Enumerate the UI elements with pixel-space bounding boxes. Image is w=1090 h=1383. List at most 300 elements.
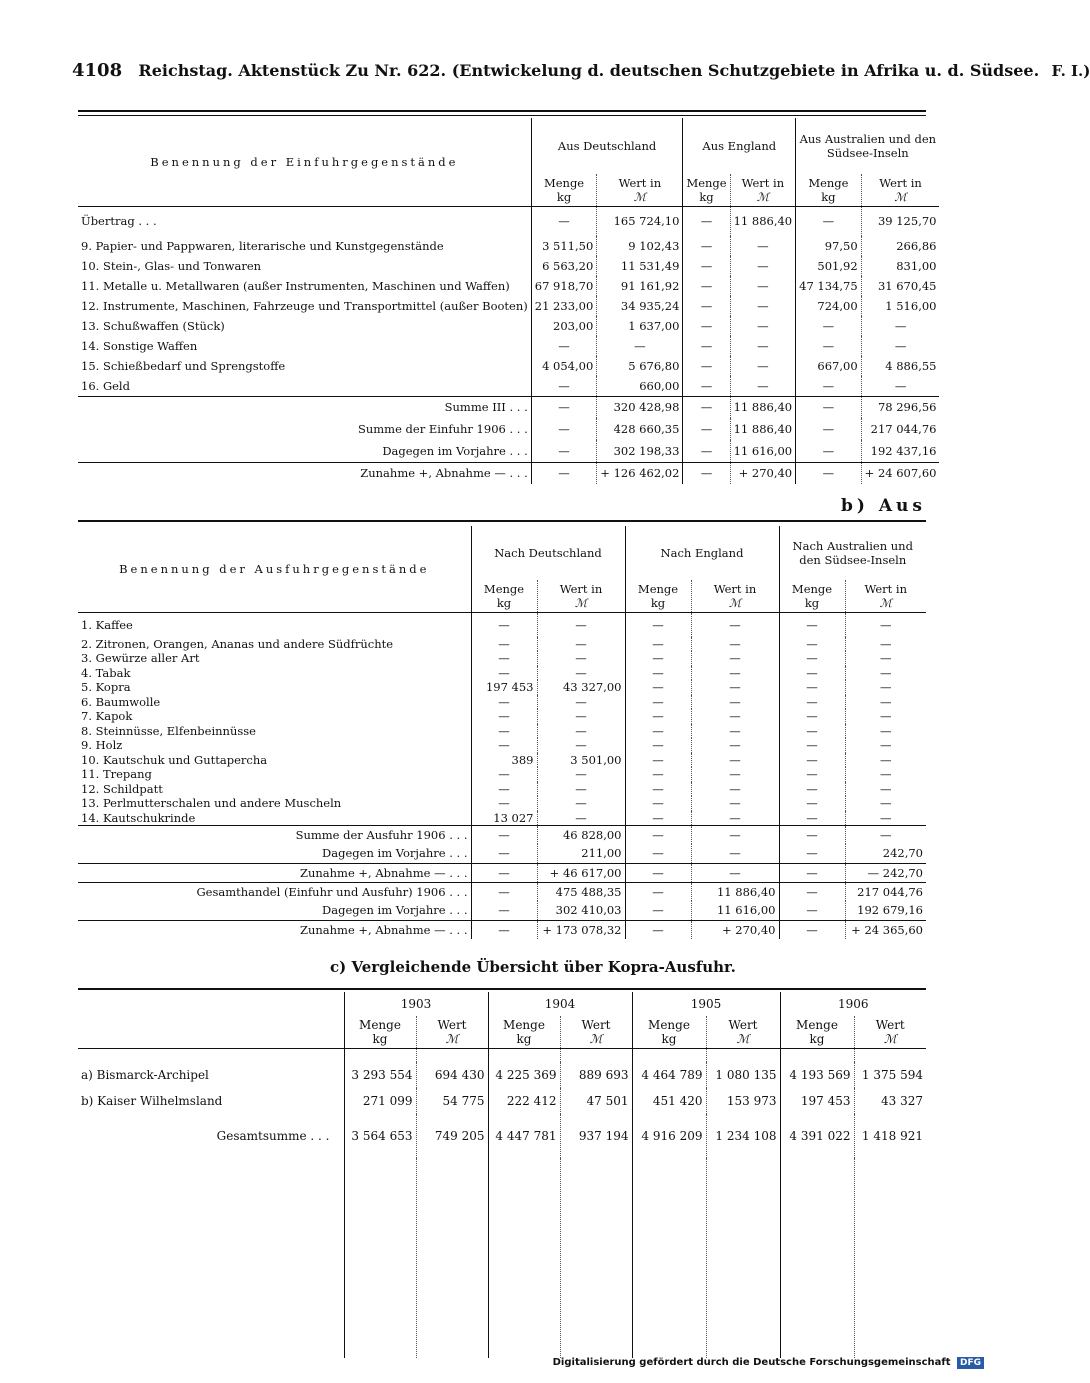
cell-value: —	[625, 882, 691, 901]
ausfuhr-rule	[78, 520, 926, 522]
row-label: 12. Instrumente, Maschinen, Fahrzeuge und Transportmittel (außer Booten)	[81, 299, 528, 313]
cell-value: —	[531, 376, 597, 396]
summary-row	[78, 901, 926, 920]
cell-value: —	[845, 709, 926, 724]
cell-value: —	[845, 782, 926, 797]
cell-value: —	[779, 901, 845, 920]
spacer-cell	[488, 1158, 560, 1358]
cell-value: —	[691, 709, 779, 724]
cell-value: —	[691, 825, 779, 844]
footer	[553, 1357, 984, 1369]
spacer-row	[78, 1048, 926, 1062]
cell-value: —	[537, 724, 625, 739]
cell-value: — 242,70	[845, 863, 926, 882]
cell-value: 4 916 209	[632, 1114, 706, 1158]
cell-value: —	[625, 637, 691, 652]
menge-kg-header	[779, 580, 845, 612]
cell-value: —	[471, 695, 537, 710]
cell-value: 4 391 022	[780, 1114, 854, 1158]
row-label: Dagegen im Vorjahre . . .	[322, 846, 468, 861]
table-row	[78, 356, 939, 376]
ausfuhr-group-england: Nach England	[625, 526, 779, 580]
cell-value: —	[531, 440, 597, 462]
cell-value: 1 375 594	[854, 1062, 926, 1088]
cell-value: 43 327,00	[537, 680, 625, 695]
cell-value: —	[779, 767, 845, 782]
total-row	[78, 1114, 926, 1158]
table-row	[78, 336, 939, 356]
cell-value: —	[625, 612, 691, 637]
table-row	[78, 796, 926, 811]
menge-label: Menge	[543, 175, 585, 190]
spacer-cell	[78, 1048, 344, 1062]
cell-value: —	[691, 738, 779, 753]
cell-value: —	[796, 396, 862, 418]
cell-value: —	[796, 316, 862, 336]
einfuhr-group-england: Aus England	[683, 118, 796, 174]
cell-value: 197 453	[780, 1088, 854, 1114]
menge-label: Menge	[808, 175, 849, 190]
cell-value: —	[691, 680, 779, 695]
table-row	[78, 753, 926, 768]
ausfuhr-group-australien: Nach Australien und den Südsee-Inseln	[779, 526, 926, 580]
wert-header	[861, 174, 939, 206]
cell-value: —	[779, 863, 845, 882]
cell-value: —	[683, 276, 730, 296]
table-row	[78, 666, 926, 681]
cell-value: 34 935,24	[597, 296, 683, 316]
cell-value: —	[471, 782, 537, 797]
cell-value: + 24 365,60	[845, 920, 926, 939]
section-mark: F. I.)	[1051, 62, 1090, 80]
row-label: Dagegen im Vorjahre . . .	[382, 443, 528, 458]
cell-value: —	[471, 882, 537, 901]
ausfuhr-group-deutschland: Nach Deutschland	[471, 526, 625, 580]
cell-value: —	[537, 709, 625, 724]
cell-value: 1 637,00	[597, 316, 683, 336]
cell-value: 192 679,16	[845, 901, 926, 920]
cell-value: + 270,40	[730, 462, 796, 484]
cell-value: —	[683, 418, 730, 440]
table-row	[78, 782, 926, 797]
cell-value: —	[683, 206, 730, 236]
wert-header	[416, 1016, 488, 1048]
summary-row	[78, 418, 939, 440]
cell-value: —	[625, 844, 691, 863]
kg-label: kg	[699, 189, 714, 204]
wert-header	[560, 1016, 632, 1048]
mark-label: ℳ	[574, 595, 588, 610]
cell-value: —	[531, 336, 597, 356]
cell-value: —	[683, 440, 730, 462]
cell-value: —	[691, 753, 779, 768]
cell-value: —	[691, 612, 779, 637]
mark-label: ℳ	[633, 189, 647, 204]
cell-value: —	[691, 695, 779, 710]
table-row	[78, 1088, 926, 1114]
row-label: 11. Metalle u. Metallwaren (außer Instrumenten, Maschinen und Waffen)	[81, 279, 510, 293]
cell-value: —	[537, 651, 625, 666]
cell-value: —	[625, 920, 691, 939]
spacer-cell	[854, 1158, 926, 1358]
spacer-cell	[706, 1158, 780, 1358]
cell-value: 4 447 781	[488, 1114, 560, 1158]
row-label: 14. Sonstige Waffen	[81, 339, 198, 353]
cell-value: —	[779, 709, 845, 724]
cell-value: —	[730, 316, 796, 336]
cell-value: —	[779, 920, 845, 939]
spacer-cell	[560, 1048, 632, 1062]
table-row	[78, 651, 926, 666]
table-row	[78, 811, 926, 826]
cell-value: 9 102,43	[597, 236, 683, 256]
spacer-cell	[780, 1048, 854, 1062]
cell-value: —	[683, 376, 730, 396]
spacer-cell	[706, 1048, 780, 1062]
row-label: 10. Stein-, Glas- und Tonwaren	[81, 259, 262, 273]
cell-value: —	[471, 651, 537, 666]
cell-value: 3 293 554	[344, 1062, 416, 1088]
cell-value: —	[796, 206, 862, 236]
row-label: a) Bismarck-Archipel	[81, 1068, 209, 1082]
ausfuhr-col-header: Benennung der Ausfuhrgegenstände	[78, 526, 471, 612]
menge-label: Menge	[648, 1017, 690, 1032]
menge-kg-header	[344, 1016, 416, 1048]
cell-value: 21 233,00	[531, 296, 597, 316]
cell-value: —	[471, 724, 537, 739]
cell-value: —	[471, 901, 537, 920]
cell-value: 6 563,20	[531, 256, 597, 276]
cell-value: —	[625, 695, 691, 710]
wert-label: Wert in	[741, 175, 785, 190]
row-label: 16. Geld	[81, 378, 130, 393]
year-header: 1905	[632, 992, 780, 1016]
cell-value: 3 511,50	[531, 236, 597, 256]
cell-value: 266,86	[861, 236, 939, 256]
cell-value: —	[625, 811, 691, 826]
cell-value: 217 044,76	[861, 418, 939, 440]
kopra-heading: c) Vergleichende Übersicht über Kopra-Ausfuhr.	[330, 958, 736, 976]
wert-label: Wert	[437, 1017, 467, 1032]
summary-row	[78, 844, 926, 863]
cell-value: 11 886,40	[730, 206, 796, 236]
mark-label: ℳ	[445, 1031, 459, 1046]
cell-value: —	[625, 738, 691, 753]
row-label: 12. Schildpatt	[81, 781, 163, 796]
wert-label: Wert	[581, 1017, 611, 1032]
cell-value: 153 973	[706, 1088, 780, 1114]
menge-kg-header	[683, 174, 730, 206]
row-label: 6. Baumwolle	[81, 694, 161, 709]
row-label: 1. Kaffee	[81, 617, 133, 632]
table-row	[78, 316, 939, 336]
cell-value: —	[861, 376, 939, 396]
cell-value: 831,00	[861, 256, 939, 276]
cell-value: 242,70	[845, 844, 926, 863]
row-label: Gesamthandel (Einfuhr und Ausfuhr) 1906 . . .	[196, 884, 468, 899]
row-label: Zunahme +, Abnahme — . . .	[360, 466, 528, 481]
cell-value: —	[691, 637, 779, 652]
row-label: 3. Gewürze aller Art	[81, 651, 200, 666]
cell-value: —	[531, 396, 597, 418]
row-label: 9. Holz	[81, 738, 123, 753]
cell-value: —	[531, 418, 597, 440]
summary-row	[78, 440, 939, 462]
summary-row	[78, 920, 926, 939]
cell-value: —	[683, 296, 730, 316]
cell-value: —	[537, 612, 625, 637]
row-label: Zunahme +, Abnahme — . . .	[299, 922, 468, 937]
cell-value: 475 488,35	[537, 882, 625, 901]
cell-value: 451 420	[632, 1088, 706, 1114]
cell-value: —	[625, 782, 691, 797]
wert-header	[537, 580, 625, 612]
kopra-table	[78, 992, 926, 1358]
menge-kg-header	[625, 580, 691, 612]
einfuhr-group-australien: Aus Australien und den Südsee-Inseln	[796, 118, 940, 174]
cell-value: —	[730, 336, 796, 356]
cell-value: —	[779, 666, 845, 681]
cell-value: 4 225 369	[488, 1062, 560, 1088]
cell-value: 67 918,70	[531, 276, 597, 296]
cell-value: —	[625, 666, 691, 681]
spacer-cell	[560, 1158, 632, 1358]
mark-label: ℳ	[879, 595, 892, 610]
cell-value: 46 828,00	[537, 825, 625, 844]
cell-value: —	[779, 882, 845, 901]
cell-value: —	[796, 462, 862, 484]
summary-row	[78, 882, 926, 901]
cell-value: —	[845, 637, 926, 652]
cell-value: + 24 607,60	[861, 462, 939, 484]
header-rule	[78, 110, 926, 112]
menge-kg-header	[632, 1016, 706, 1048]
cell-value: 302 410,03	[537, 901, 625, 920]
cell-value: 97,50	[796, 236, 862, 256]
cell-value: —	[779, 796, 845, 811]
table-row	[78, 680, 926, 695]
cell-value: —	[845, 825, 926, 844]
header-rule-thin	[78, 115, 926, 116]
row-label: 15. Schießbedarf und Sprengstoffe	[81, 359, 286, 373]
cell-value: 4 054,00	[531, 356, 597, 376]
cell-value: —	[730, 236, 796, 256]
cell-value: —	[779, 637, 845, 652]
cell-value: 694 430	[416, 1062, 488, 1088]
cell-value: —	[625, 651, 691, 666]
cell-value: —	[730, 276, 796, 296]
wert-header	[706, 1016, 780, 1048]
cell-value: —	[683, 336, 730, 356]
cell-value: —	[471, 844, 537, 863]
cell-value: 217 044,76	[845, 882, 926, 901]
kg-label: kg	[556, 189, 572, 204]
spacer-cell	[344, 1048, 416, 1062]
mark-label: ℳ	[756, 189, 770, 204]
cell-value: —	[625, 767, 691, 782]
row-label: Zunahme +, Abnahme — . . .	[299, 865, 468, 880]
spacer-cell	[416, 1158, 488, 1358]
table-row	[78, 709, 926, 724]
mark-label: ℳ	[728, 595, 742, 610]
row-label: Summe III . . .	[444, 400, 528, 415]
wert-label: Wert in	[618, 175, 662, 190]
year-header: 1906	[780, 992, 926, 1016]
row-label: 13. Perlmutterschalen und andere Muscheln	[81, 796, 342, 811]
cell-value: 749 205	[416, 1114, 488, 1158]
kopra-rule	[78, 988, 926, 990]
kg-label: kg	[809, 1031, 825, 1046]
cell-value: —	[779, 782, 845, 797]
cell-value: 31 670,45	[861, 276, 939, 296]
cell-value: —	[779, 738, 845, 753]
cell-value: —	[537, 811, 625, 826]
cell-value: —	[730, 256, 796, 276]
einfuhr-group-deutschland: Aus Deutschland	[531, 118, 683, 174]
cell-value: —	[691, 767, 779, 782]
wert-header	[597, 174, 683, 206]
row-label: 13. Schußwaffen (Stück)	[81, 319, 225, 333]
cell-value: 428 660,35	[597, 418, 683, 440]
kg-label: kg	[516, 1031, 532, 1046]
cell-value: —	[779, 844, 845, 863]
row-label: 14. Kautschukrinde	[81, 810, 196, 825]
wert-label: Wert in	[864, 581, 908, 596]
cell-value: —	[845, 796, 926, 811]
wert-label: Wert in	[559, 581, 603, 596]
cell-value: —	[845, 695, 926, 710]
cell-value: —	[537, 738, 625, 753]
cell-value: —	[471, 825, 537, 844]
einfuhr-table	[78, 118, 939, 484]
cell-value: —	[531, 206, 597, 236]
cell-value: —	[625, 753, 691, 768]
row-label: 5. Kopra	[81, 680, 131, 695]
cell-value: —	[683, 236, 730, 256]
cell-value: 197 453	[471, 680, 537, 695]
menge-label: Menge	[359, 1017, 401, 1032]
cell-value: —	[845, 651, 926, 666]
table-row	[78, 637, 926, 652]
spacer-cell	[632, 1158, 706, 1358]
cell-value: —	[730, 356, 796, 376]
cell-value: —	[779, 651, 845, 666]
table-row	[78, 206, 939, 236]
wert-header	[691, 580, 779, 612]
cell-value: 47 134,75	[796, 276, 862, 296]
menge-label: Menge	[503, 1017, 545, 1032]
row-label: 8. Steinnüsse, Elfenbeinnüsse	[81, 723, 256, 738]
cell-value: —	[845, 767, 926, 782]
cell-value: —	[471, 612, 537, 637]
table-row	[78, 738, 926, 753]
cell-value: —	[683, 462, 730, 484]
cell-value: —	[683, 256, 730, 276]
cell-value: 91 161,92	[597, 276, 683, 296]
row-label: 2. Zitronen, Orangen, Ananas und andere Südfrüchte	[81, 636, 394, 651]
cell-value: 4 464 789	[632, 1062, 706, 1088]
summary-row	[78, 396, 939, 418]
cell-value: —	[779, 724, 845, 739]
cell-value: —	[730, 376, 796, 396]
cell-value: 222 412	[488, 1088, 560, 1114]
menge-kg-header	[531, 174, 597, 206]
table-row	[78, 767, 926, 782]
cell-value: 39 125,70	[861, 206, 939, 236]
wert-label: Wert	[875, 1017, 905, 1032]
cell-value: —	[625, 709, 691, 724]
row-label: Gesamtsumme . . .	[216, 1129, 330, 1143]
cell-value: + 270,40	[691, 920, 779, 939]
cell-value: 13 027	[471, 811, 537, 826]
cell-value: —	[625, 825, 691, 844]
cell-value: —	[471, 863, 537, 882]
year-header: 1903	[344, 992, 488, 1016]
table-row	[78, 612, 926, 637]
cell-value: 5 676,80	[597, 356, 683, 376]
spacer-cell	[344, 1158, 416, 1358]
spacer-cell	[632, 1048, 706, 1062]
cell-value: —	[796, 336, 862, 356]
row-label: 7. Kapok	[81, 709, 133, 724]
cell-value: —	[779, 680, 845, 695]
cell-value: —	[625, 724, 691, 739]
row-label: Übertrag . . .	[81, 214, 157, 229]
wert-header	[854, 1016, 926, 1048]
cell-value: —	[691, 863, 779, 882]
cell-value: —	[796, 440, 862, 462]
cell-value: 389	[471, 753, 537, 768]
summary-row	[78, 462, 939, 484]
menge-label: Menge	[796, 1017, 838, 1032]
cell-value: 667,00	[796, 356, 862, 376]
cell-value: 724,00	[796, 296, 862, 316]
cell-value: —	[537, 767, 625, 782]
cell-value: —	[537, 796, 625, 811]
cell-value: 1 516,00	[861, 296, 939, 316]
cell-value: —	[625, 796, 691, 811]
row-label: Dagegen im Vorjahre . . .	[322, 903, 468, 918]
kopra-col-header	[78, 992, 344, 1048]
year-header: 1904	[488, 992, 632, 1016]
mark-label: ℳ	[894, 189, 907, 204]
spacer-row	[78, 1158, 926, 1358]
cell-value: 4 886,55	[861, 356, 939, 376]
wert-header	[845, 580, 926, 612]
ausfuhr-heading: b) Aus	[841, 496, 926, 516]
cell-value: —	[625, 680, 691, 695]
wert-header	[730, 174, 796, 206]
page-number: 4108	[72, 60, 123, 81]
cell-value: —	[537, 695, 625, 710]
cell-value: —	[779, 612, 845, 637]
cell-value: 11 616,00	[691, 901, 779, 920]
table-row	[78, 296, 939, 316]
cell-value: 54 775	[416, 1088, 488, 1114]
cell-value: —	[779, 753, 845, 768]
row-label: 11. Trepang	[81, 767, 152, 782]
cell-value: —	[537, 637, 625, 652]
kg-label: kg	[650, 595, 666, 610]
cell-value: —	[471, 920, 537, 939]
mark-label: ℳ	[736, 1031, 750, 1046]
cell-value: 271 099	[344, 1088, 416, 1114]
menge-label: Menge	[483, 581, 525, 596]
cell-value: —	[537, 782, 625, 797]
kg-label: kg	[372, 1031, 388, 1046]
cell-value: 1 080 135	[706, 1062, 780, 1088]
cell-value: —	[691, 782, 779, 797]
